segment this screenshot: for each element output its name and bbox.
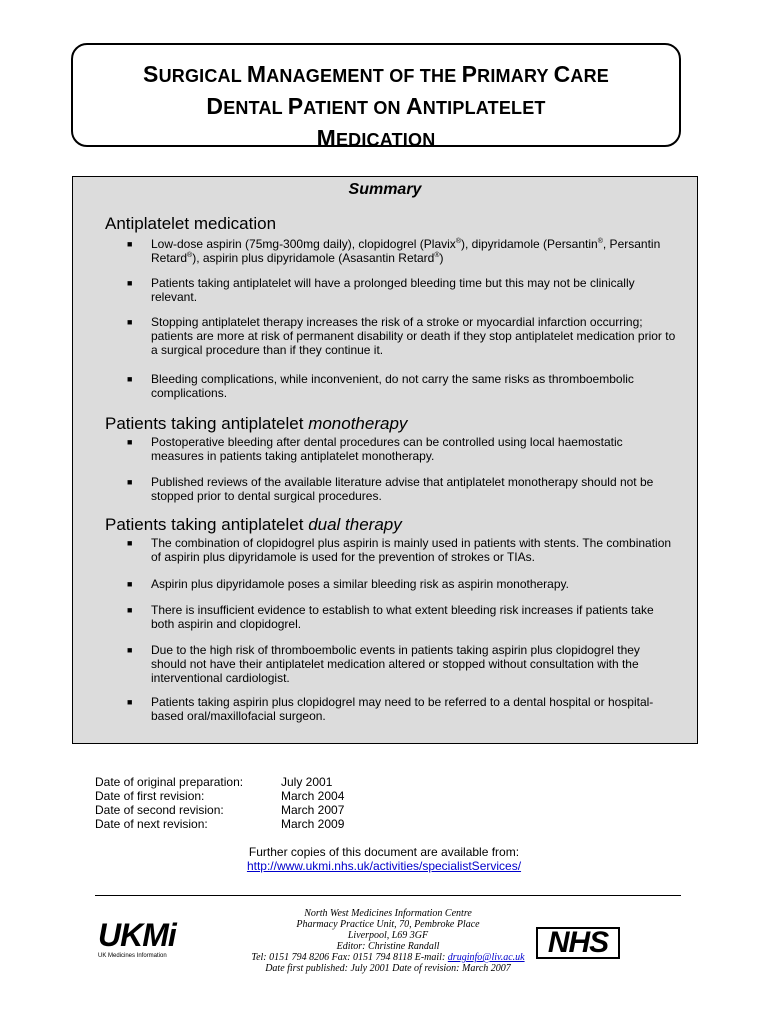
section-heading: [105, 515, 402, 535]
list-item-text: [151, 475, 677, 503]
date-row: [95, 803, 344, 817]
registered-mark: ®: [434, 252, 440, 259]
section-heading: [105, 214, 276, 234]
list-item-segment: Aspirin plus dipyridamole poses a similar bleeding risk as aspirin monotherapy.: [151, 577, 569, 591]
ukmi-logo-wordmark: UKMi: [98, 917, 176, 953]
list-item-text: [151, 372, 677, 400]
further-copies: [0, 845, 768, 873]
bullet-icon: ■: [127, 538, 133, 548]
title-smallcaps: URGICAL: [158, 66, 247, 86]
revision-dates: [95, 775, 344, 831]
bullet-icon: ■: [127, 374, 133, 384]
list-item-segment: ): [439, 251, 444, 265]
date-value: July 2001: [281, 775, 333, 789]
list-item-segment: Bleeding complications, while inconvenient, do not carry the same risks as thromboembolic complications.: [151, 372, 634, 400]
ukmi-logo: [98, 918, 198, 960]
date-label: Date of second revision:: [95, 803, 224, 817]
summary-heading: Summary: [348, 181, 422, 198]
bullet-icon: ■: [127, 645, 133, 655]
title-line: [73, 59, 679, 91]
bullet-icon: ■: [127, 239, 133, 249]
summary-box: [72, 176, 698, 744]
list-item-text: [151, 315, 677, 357]
title-smallcaps: NTIPLATELET: [422, 98, 546, 118]
footer-email-link[interactable]: druginfo@liv.ac.uk: [447, 952, 525, 963]
list-item-text: [151, 435, 677, 463]
footer-divider: [95, 895, 681, 896]
title-capital: S: [143, 61, 159, 87]
list-item-text: [151, 276, 677, 304]
section-heading: [105, 414, 407, 434]
date-value: March 2009: [281, 817, 345, 831]
date-label: Date of original preparation:: [95, 775, 244, 789]
list-item-segment: , Persantin Retard: [151, 237, 661, 265]
title-capital: D: [206, 93, 224, 119]
date-row: [95, 817, 344, 831]
date-row: [95, 775, 344, 789]
title-smallcaps: ARE: [570, 66, 609, 86]
bullet-icon: ■: [127, 477, 133, 487]
ukmi-logo-subtitle: UK Medicines Information: [98, 953, 167, 959]
list-item-segment: Patients taking aspirin plus clopidogrel may need to be referred to a dental hospital or hospital-based oral/maxillofacial surgeon.: [151, 695, 654, 723]
section-heading-text: Patients taking antiplatelet: [105, 515, 309, 534]
bullet-icon: ■: [127, 697, 133, 707]
footer-line-1: North West Medicines Information Centre: [304, 908, 472, 919]
title-line: [73, 91, 679, 123]
date-label: Date of first revision:: [95, 789, 205, 803]
list-item-segment: Low-dose aspirin (75mg-300mg daily), clopidogrel (Plavix: [151, 237, 456, 251]
footer-line-4: Editor: Christine Randall: [336, 941, 440, 952]
section-heading-text: Antiplatelet medication: [105, 214, 277, 233]
registered-mark: ®: [187, 252, 193, 259]
title-capital: M: [316, 125, 336, 151]
bullet-icon: ■: [127, 278, 133, 288]
section-heading-emphasis: monotherapy: [308, 414, 408, 433]
registered-mark: ®: [455, 238, 461, 245]
list-item-text: [151, 536, 677, 564]
title-capital: P: [287, 93, 304, 119]
nhs-logo: NHS: [536, 927, 620, 959]
list-item-segment: Published reviews of the available literature advise that antiplatelet monotherapy should not be stopped prior to dental surgical procedures.: [151, 475, 654, 503]
list-item-text: [151, 695, 677, 723]
bullet-icon: ■: [127, 605, 133, 615]
title-smallcaps: RIMARY: [477, 66, 554, 86]
list-item-segment: There is insufficient evidence to establish to what extent bleeding risk increases if patients take both aspirin and clopidogrel.: [151, 603, 654, 631]
list-item-segment: The combination of clopidogrel plus aspirin is mainly used in patients with stents. The combination of aspirin plus dipyridamole is used for the prevention of strokes or TIAs.: [151, 536, 672, 564]
footer-line-5: [230, 952, 546, 963]
title-smallcaps: EDICATION: [335, 130, 436, 150]
date-value: March 2007: [281, 803, 345, 817]
list-item-segment: ), aspirin plus dipyridamole (Asasantin Retard: [192, 251, 435, 265]
further-copies-link[interactable]: http://www.ukmi.nhs.uk/activities/specialistServices/: [246, 859, 522, 873]
list-item-text: [151, 643, 677, 685]
section-heading-emphasis: dual therapy: [308, 515, 402, 534]
list-item-text: [151, 577, 677, 591]
footer-line-2: Pharmacy Practice Unit, 70, Pembroke Place: [296, 919, 480, 930]
title-smallcaps: ANAGEMENT OF THE: [266, 66, 462, 86]
list-item-text: [151, 603, 677, 631]
list-item-segment: Stopping antiplatelet therapy increases the risk of a stroke or myocardial infarction occurring; patients are more at risk of permanent disability or death if they stop antiplatelet medication prior to a surgical procedure than if they continue it.: [151, 315, 676, 357]
list-item-segment: ), dipyridamole (Persantin: [460, 237, 598, 251]
document-title: [71, 43, 681, 151]
title-line: [73, 123, 679, 155]
title-smallcaps: ATIENT ON: [303, 98, 406, 118]
date-value: March 2004: [281, 789, 345, 803]
list-item-segment: Due to the high risk of thromboembolic events in patients taking aspirin plus clopidogrel they should not have their antiplatelet medication altered or stopped without consultation with the interventional cardiologist.: [151, 643, 640, 685]
title-smallcaps: ENTAL: [223, 98, 288, 118]
further-copies-text: Further copies of this document are available from:: [248, 845, 520, 859]
date-label: Date of next revision:: [95, 817, 208, 831]
title-capital: P: [461, 61, 478, 87]
bullet-icon: ■: [127, 317, 133, 327]
footer-contact: [230, 908, 546, 974]
list-item-segment: Patients taking antiplatelet will have a prolonged bleeding time but this may not be clinically relevant.: [151, 276, 635, 304]
list-item-segment: Postoperative bleeding after dental procedures can be controlled using local haemostatic measures in patients taking antiplatelet monotherapy.: [151, 435, 623, 463]
list-item-text: [151, 237, 677, 265]
registered-mark: ®: [597, 238, 603, 245]
bullet-icon: ■: [127, 437, 133, 447]
title-capital: A: [405, 93, 423, 119]
footer-line-6: Date first published: July 2001 Date of revision: March 2007: [265, 963, 511, 974]
footer-line-3: Liverpool, L69 3GF: [347, 930, 429, 941]
section-heading-text: Patients taking antiplatelet: [105, 414, 309, 433]
title-capital: M: [246, 61, 267, 87]
footer-contact-numbers: Tel: 0151 794 8206 Fax: 0151 794 8118 E-mail:: [251, 952, 448, 963]
title-capital: C: [553, 61, 571, 87]
date-row: [95, 789, 344, 803]
bullet-icon: ■: [127, 579, 133, 589]
